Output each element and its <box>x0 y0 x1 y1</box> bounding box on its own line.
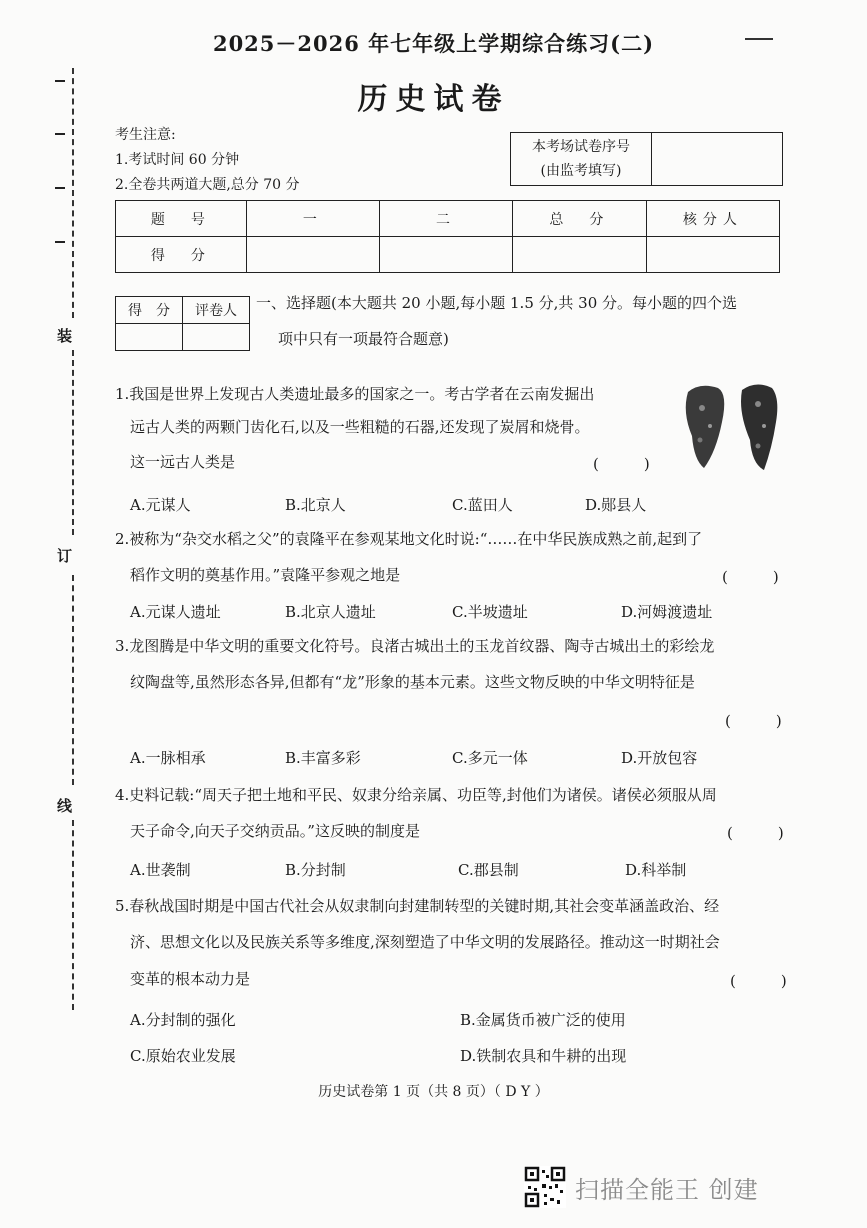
question-1-line-2: 远古人类的两颗门齿化石,以及一些粗糙的石器,还发现了炭屑和烧骨。 <box>130 418 590 436</box>
score-table <box>115 200 780 273</box>
grader-score-field[interactable] <box>116 324 183 351</box>
grader-box <box>115 296 250 351</box>
question-1-line-3: 这一远古人类是 <box>130 453 236 471</box>
binding-line-bottom <box>72 820 74 1010</box>
q2-option-d: D.河姆渡遗址 <box>621 603 713 621</box>
question-5-line-3: 变革的根本动力是 <box>130 970 251 988</box>
margin-dash <box>55 187 65 189</box>
grader-name-label: 评卷人 <box>183 297 250 324</box>
fossil-teeth-image <box>680 382 792 474</box>
q4-option-a: A.世袭制 <box>130 861 191 879</box>
section-heading-cont: 项中只有一项最符合题意) <box>278 330 449 348</box>
q1-option-a: A.元谋人 <box>130 496 191 514</box>
score-field[interactable] <box>513 237 647 273</box>
notice-item-2: 2.全卷共两道大题,总分 70 分 <box>115 177 300 193</box>
q3-option-a: A.一脉相承 <box>130 749 206 767</box>
header-cell: 总 分 <box>513 201 647 237</box>
question-3-line-1: 3.龙图腾是中华文明的重要文化符号。良渚古城出土的玉龙首纹器、陶寺古城出土的彩绘龙 <box>115 637 715 655</box>
answer-bracket[interactable]: ( ) <box>725 712 782 730</box>
q2-option-a: A.元谋人遗址 <box>130 603 221 621</box>
binding-line-mid <box>72 350 74 535</box>
seq-box-note: (由监考填写) <box>540 163 622 179</box>
grader-name-field[interactable] <box>183 324 250 351</box>
header-cell: 核分人 <box>646 201 779 237</box>
question-5-line-1: 5.春秋战国时期是中国古代社会从奴隶制向封建制转型的关键时期,其社会变革涵盖政治、经 <box>115 897 720 915</box>
answer-bracket[interactable]: ( ) <box>727 824 784 842</box>
q1-option-d: D.郧县人 <box>585 496 647 514</box>
q3-option-d: D.开放包容 <box>621 749 698 767</box>
row-label: 得 分 <box>116 237 247 273</box>
margin-dash <box>55 80 65 82</box>
header-cell: 题 号 <box>116 201 247 237</box>
q5-option-d: D.铁制农具和牛耕的出现 <box>460 1047 627 1065</box>
notice-heading: 考生注意: <box>115 127 176 143</box>
seat-sequence-box <box>510 132 783 186</box>
score-field[interactable] <box>646 237 779 273</box>
qr-code-icon <box>524 1166 566 1208</box>
exam-title: 2025－2026 年七年级上学期综合练习(二) <box>212 31 655 56</box>
question-5-line-2: 济、思想文化以及民族关系等多维度,深刻塑造了中华文明的发展路径。推动这一时期社会 <box>130 933 720 951</box>
seq-box-label: 本考场试卷序号 <box>532 139 630 155</box>
scanner-watermark: 扫描全能王 创建 <box>575 1176 759 1204</box>
question-2-line-2: 稻作文明的奠基作用。”袁隆平参观之地是 <box>130 566 401 584</box>
question-4-line-1: 4.史料记载:“周天子把土地和平民、奴隶分给亲属、功臣等,封他们为诸侯。诸侯必须服从周 <box>115 786 717 804</box>
notice-item-1: 1.考试时间 60 分钟 <box>115 152 240 168</box>
tooth-fossil-right <box>741 384 777 470</box>
q2-option-b: B.北京人遗址 <box>285 603 376 621</box>
q5-option-c: C.原始农业发展 <box>130 1047 236 1065</box>
q4-option-b: B.分封制 <box>285 861 346 879</box>
section-heading: 一、选择题(本大题共 20 小题,每小题 1.5 分,共 30 分。每小题的四个选 <box>256 294 738 312</box>
binding-line-top <box>72 68 74 318</box>
margin-label-xian: 线 <box>57 797 73 815</box>
margin-label-ding: 订 <box>57 547 73 565</box>
q5-option-a: A.分封制的强化 <box>130 1011 236 1029</box>
score-table-score-row <box>116 237 780 273</box>
question-2-line-1: 2.被称为“杂交水稻之父”的袁隆平在参观某地文化时说:“……在中华民族成熟之前,起到了 <box>115 530 703 548</box>
q1-option-c: C.蓝田人 <box>452 496 513 514</box>
q3-option-c: C.多元一体 <box>452 749 528 767</box>
q5-option-b: B.金属货币被广泛的使用 <box>460 1011 626 1029</box>
subject-title: 历史试卷 <box>357 82 510 117</box>
q1-option-b: B.北京人 <box>285 496 346 514</box>
question-4-line-2: 天子命令,向天子交纳贡品。”这反映的制度是 <box>130 822 420 840</box>
header-cell: 二 <box>379 201 512 237</box>
grader-score-label: 得 分 <box>116 297 183 324</box>
question-3-line-2: 纹陶盘等,虽然形态各异,但都有“龙”形象的基本元素。这些文物反映的中华文明特征是 <box>130 673 695 691</box>
q3-option-b: B.丰富多彩 <box>285 749 361 767</box>
q4-option-d: D.科举制 <box>625 861 687 879</box>
tooth-fossil-left <box>686 386 725 468</box>
score-field[interactable] <box>246 237 379 273</box>
margin-dash <box>55 241 65 243</box>
q2-option-c: C.半坡遗址 <box>452 603 528 621</box>
margin-label-zhuang: 装 <box>57 327 73 345</box>
page-footer: 历史试卷第 1 页（共 8 页）（ D Y ） <box>318 1084 549 1100</box>
score-table-header-row <box>116 201 780 237</box>
q4-option-c: C.郡县制 <box>458 861 519 879</box>
score-field[interactable] <box>379 237 512 273</box>
answer-bracket[interactable]: ( ) <box>730 972 787 990</box>
answer-bracket[interactable]: ( ) <box>722 568 779 586</box>
margin-dash <box>55 133 65 135</box>
question-1-line-1: 1.我国是世界上发现古人类遗址最多的国家之一。考古学者在云南发掘出 <box>115 385 595 403</box>
answer-bracket[interactable]: ( ) <box>593 455 650 473</box>
header-cell: 一 <box>246 201 379 237</box>
binding-line-lower <box>72 575 74 785</box>
corner-dash <box>745 38 773 40</box>
seq-number-field[interactable] <box>652 133 783 186</box>
